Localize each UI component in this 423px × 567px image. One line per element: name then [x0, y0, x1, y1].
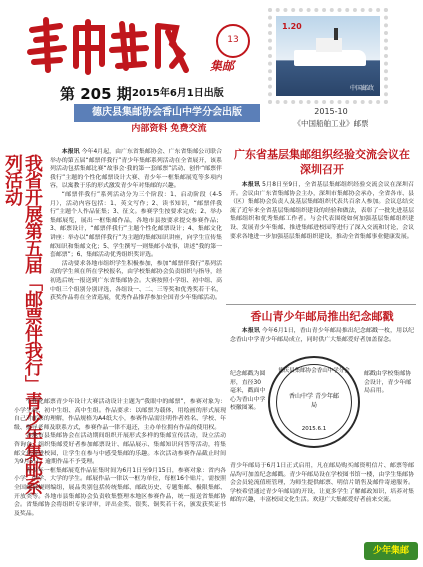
section-divider: [226, 304, 416, 305]
left-paragraph: “邮票伴我行”系列活动分为三个阶段：1、启动阶段（4-5月），活动内容包括：1、英文写作；2、读书知识，“邮票伴我行”主题个人作品征集；3、征文。参赛学生按要求完成；2、举办集邮展览，展出一框集邮作品，各地市县按要求提交参赛作品；3、邮票设计，“邮票伴我行”主题个性化邮票设计；4、集邮文化讲座：举办以“邮票伴我行”为主题的集邮知识讲座，向学生宣传集邮知识和集邮文化；5、学生撰写一则集邮小故事，讲述“我的第一套邮票”；6、集邮活动优秀组织奖评选。: [50, 191, 222, 259]
youth-philately-badge: 少年集邮: [364, 542, 418, 560]
stamp-post-label: 中国邮政: [349, 85, 374, 92]
second-article-body: 本报讯 今年6月1日，香山青少年邮局推出纪念邮戳一枚，用以纪念香山中学青少年邮局成立，同时供广大集邮爱好者加盖留念。: [230, 328, 415, 343]
second-article-tail: 青少年邮局于6月1日正式启用，凡在邮局购买邮资明信片、邮票等邮品均可加盖纪念邮戳。青少年邮局设在学校图书馆一楼，由学生集邮协会会员轮流值班管理，为师生提供邮票、明信片销售及邮件寄递服务。学校希望通过青少年邮局的开设，让更多学生了解邮政知识，培养对集邮的兴趣，丰富校园文化生活。欢迎广大集邮爱好者前来交流。: [230, 463, 414, 504]
commemorative-postmark: [268, 356, 360, 448]
ship-hull: [294, 50, 366, 66]
left-article-body: [50, 148, 222, 396]
left-paragraph: 活动要求各地市组织学生积极参加，参加“邮票伴我行”系列活动的学生须在所在学校报名，由学校集邮协会负责组织与指导，经初选后统一报送到广东省集邮协会。大赛按照小学组、初中组、高中组三个组别分别评选，各组设一、二、三等奖和优秀奖若干名，获奖作品将在全省巡展，优秀作品推荐参加全国青少年集邮活动。: [50, 260, 222, 302]
postmark-center-text: 香山中学 青少年邮局: [289, 393, 339, 409]
left-paragraph: 各地市县集邮协会在活动期间组织开展形式多样的集邮宣传活动，设立活动咨询台，组织集邮爱好者参加邮票设计、邮品展示、集邮知识问答等活动，将集邮文化带进校园，让学生在参与中感受集邮的乐趣。本次活动参赛作品截止时间为9月5日，逾期作品不予受理。: [14, 433, 226, 466]
postmark-date: 2015.6.1: [301, 426, 327, 432]
left-paragraph: 个性化邮票青少年设计大赛活动设计主题为“我眼中的邮票”，参赛对象为：小学生组、初中生组、高中生组。作品要求：以邮票为载体，用绘画的形式展现自己对邮票的理解，作品规格为A4纸大小，参赛作品需注明作者姓名、学校、年级、指导老师及联系方式，参赛作品一律不退还，主办单位拥有作品的使用权。: [14, 399, 226, 431]
postmark-side-text: 纪念邮戳为圆形，直径30毫米，戳面中心为香山中学校徽图案。: [230, 371, 266, 412]
ship-cabin: [316, 38, 342, 52]
postmark-arc-text: 德庆县集邮协会香山中学分会: [278, 368, 350, 374]
publisher-subtitle: 内部资料 免费交流: [131, 124, 207, 134]
article-author: 本报讯: [241, 182, 261, 188]
left-paragraph: 青少年一框集邮展览作品征集时间为6月1日至9月15日，参赛对象：省内各小学、中学、大学的学生。邮展作品一律以一框为单位，每框16个贴片，需按照全国邮展规则编组，展品类别包括传统集邮、邮政历史、专题集邮、极限集邮、开放类等。各地市县集邮协会负责收集整理本地区参赛作品，统一报送省集邮协会。省集邮协会将组织专家评审，评出金奖、银奖、铜奖若干名，颁发获奖证书及奖品。: [14, 467, 226, 517]
stamp-caption-code: 2015-10: [314, 107, 348, 116]
left-article-body-continued: [14, 398, 226, 560]
stamp-illustration: [276, 16, 380, 96]
stamp-image: [268, 8, 388, 104]
masthead: [0, 0, 423, 170]
stamp-caption-name: 《中国船舶工业》邮票: [293, 119, 369, 128]
masthead-logo-calligraphy: [26, 14, 202, 76]
right-article-title: 广东省基层集邮组织经验交流会议在深圳召开: [234, 148, 410, 176]
issue-number: 第 205 期: [60, 85, 132, 103]
second-article-title: 香山青少年邮局推出纪念邮戳: [250, 310, 394, 323]
article-author: 本报讯: [241, 328, 260, 334]
right-article-body: 本报讯 5月8日至9日，全省基层集邮组织经验交流会议在深圳召开。会议由广东省集邮协会主办，深圳市集邮协会承办，全省各市、县（区）集邮协会负责人及基层集邮组织代表共百余人参加。会议总结交流了近年来全省基层集邮组织建设的经验和做法，表彰了一批先进基层集邮组织和优秀集邮工作者。与会代表围绕如何加强基层集邮组织建设、发展青少年集邮、推进集邮进校园等进行了深入交流和讨论，会议要求各地进一步加强基层集邮组织建设，推动全省集邮事业健康发展。: [230, 182, 415, 240]
left-article-title: 我省开展第五届「邮票伴我行」青少年集邮系列活动: [2, 154, 43, 494]
masthead-seal: 13: [216, 24, 250, 58]
article-author: 本报讯: [61, 149, 80, 155]
publisher-bar: 德庆县集邮协会香山中学分会出版: [74, 104, 260, 122]
issue-date: 2015年6月1日出版: [132, 88, 224, 99]
postmark-side-text-right: 邮戳由学校集邮协会设计，青少年邮局启用。: [364, 371, 412, 395]
stamp-face-value: 1.20: [282, 22, 302, 31]
left-paragraph: 本报讯 今年4月起，由广东省集邮协会、广东省集邮公司联合举办的第五届“邮票伴我行”青少年集邮系列活动在全省展开，该系列活动包括集邮比赛“故事会·我的第一套邮票”活动、创作“邮票伴我行”主题的个性化邮票设计大赛、青少年一框集邮展览等多项内容，以寓教于乐的形式激发青少年对集邮的兴趣。: [50, 149, 223, 190]
ship-mast: [334, 28, 338, 40]
masthead-side-mark: 集邮: [210, 59, 235, 73]
